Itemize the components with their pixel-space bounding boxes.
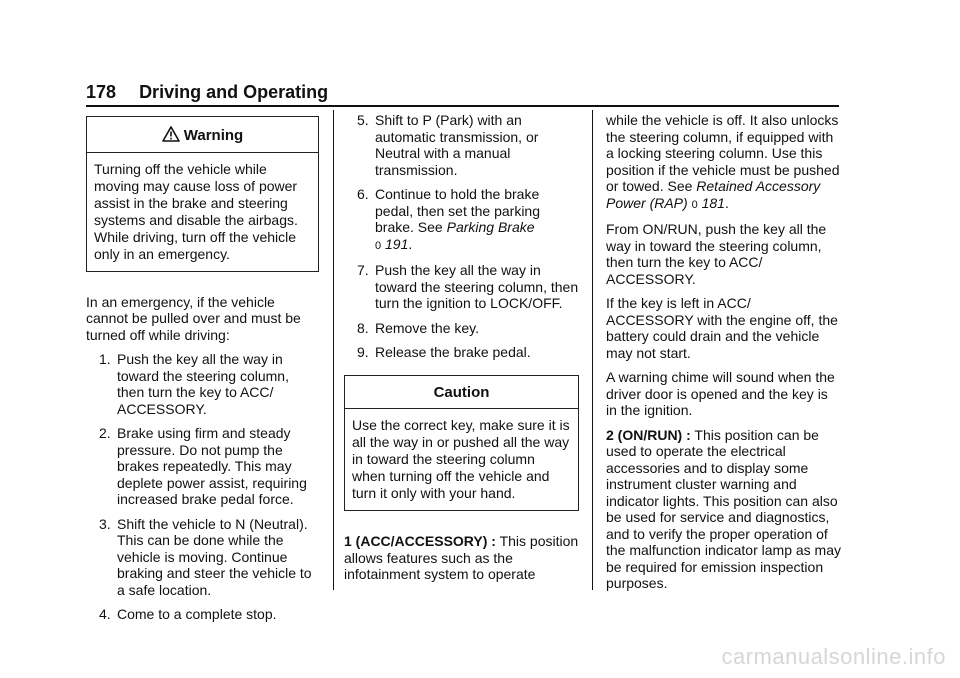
page-header <box>86 82 328 103</box>
paragraph-rap: while the vehicle is off. It also unlocks the steering column, if equipped with a locking steering column. Use this position if the vehicle must be pushed or towed. See Retained Accessory Power (RAP) 0 181. <box>606 112 841 213</box>
acc-text: This position allows features such as the infotainment system to operate <box>344 533 579 582</box>
page-ref-icon: 0 <box>691 198 698 211</box>
paragraph-chime: A warning chime will sound when the driver door is opened and the key is in the ignition. <box>606 369 835 418</box>
warning-box <box>86 116 319 272</box>
column-1 <box>86 116 319 631</box>
list-item: 8. Remove the key. <box>357 319 480 336</box>
on-run-term: 2 (ON/RUN) : <box>606 426 691 443</box>
paragraph-battery: If the key is left in ACC/ ACCESSORY with the engine off, the battery could drain and the vehicle may not start. <box>606 295 838 361</box>
page-reference[interactable]: 191 <box>385 235 409 252</box>
paragraph-on-run: From ON/RUN, push the key all the way in toward the steering column, then turn the key to ACC/ ACCESSORY. <box>606 221 827 287</box>
acc-paragraph <box>344 533 579 583</box>
warning-icon <box>162 126 180 142</box>
list-item: 9. Release the brake pedal. <box>357 344 531 360</box>
list-item: 4. Come to a complete stop. <box>99 606 277 622</box>
page-reference[interactable]: 181 <box>701 194 725 211</box>
column-divider-2 <box>592 110 593 590</box>
paragraph-on-run-position: 2 (ON/RUN) : This position can be used to operate the electrical accessories and to display some instrument cluster warning and indicator lights. This position can also be used for service and diagnostics, and to verify the proper operation of the malfunction indicator lamp as may be required for emission inspection purposes. <box>606 426 841 591</box>
steps-list-1 <box>86 351 319 623</box>
steps-list-2 <box>344 112 579 361</box>
cross-reference-rap[interactable]: Retained Accessory Power (RAP) <box>606 178 821 211</box>
column-divider-1 <box>333 110 334 590</box>
warning-body: Turning off the vehicle while moving may cause loss of power assist in the brake and steering systems and disable the airbags. While driving, turn off the vehicle only in an emergency. <box>94 160 298 262</box>
intro-paragraph: In an emergency, if the vehicle cannot be pulled over and must be turned off while driving: <box>86 293 301 343</box>
list-item: 1. Push the key all the way in toward the steering column, then turn the key to ACC/ ACCESSORY. <box>99 351 289 417</box>
warning-title-text: Warning <box>183 127 244 144</box>
column-2 <box>344 112 579 591</box>
list-item: 7. Push the key all the way in toward the steering column, then turn the ignition to LOCK/OFF. <box>357 262 579 311</box>
cross-reference[interactable]: Parking Brake <box>446 219 535 235</box>
acc-term: 1 (ACC/ACCESSORY) : <box>344 533 496 549</box>
page-ref-icon: 0 <box>375 239 382 252</box>
warning-title <box>87 117 318 153</box>
list-item: 6. Continue to hold the brake pedal, then set the parking brake. See Parking Brake 0 191. <box>344 186 579 254</box>
list-item: 2. Brake using firm and steady pressure. Do not pump the brakes repeatedly. This may deplete power assist, requiring increased brake pedal force. <box>99 425 307 507</box>
section-title: Driving and Operating <box>139 82 329 102</box>
caution-title: Caution <box>345 376 578 410</box>
list-item: 5. Shift to P (Park) with an automatic transmission, or Neutral with a manual transmission. <box>357 112 539 178</box>
caution-body: Use the correct key, make sure it is all the way in or pushed all the way in toward the steering column when turning off the vehicle and turn it only with your hand. <box>352 417 570 501</box>
watermark: carmanualsonline.info <box>721 644 946 669</box>
column-3 <box>606 112 841 600</box>
caution-box <box>344 375 579 512</box>
list-item: 3. Shift the vehicle to N (Neutral). This can be done while the vehicle is moving. Continue braking and steer the vehicle to a safe location. <box>99 515 312 598</box>
page-number: 178 <box>86 82 117 102</box>
header-rule <box>86 105 839 107</box>
